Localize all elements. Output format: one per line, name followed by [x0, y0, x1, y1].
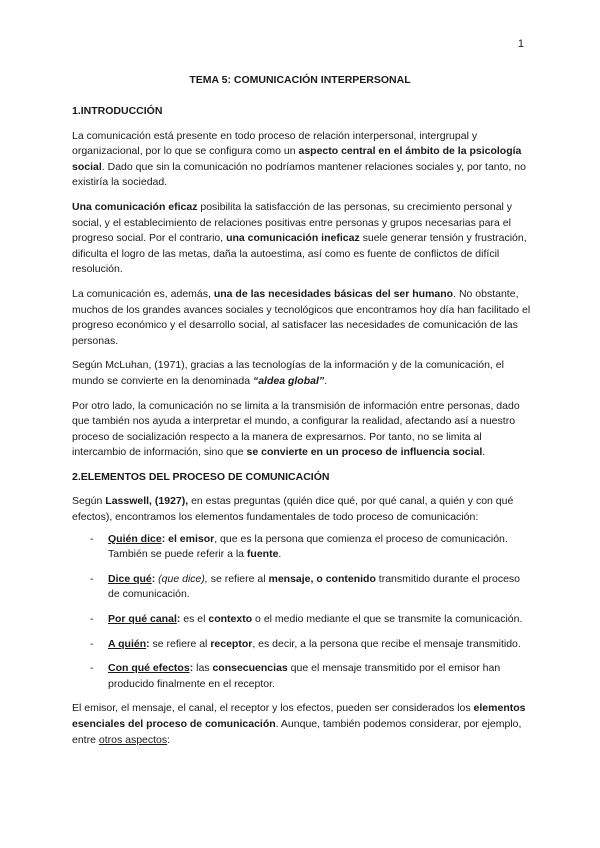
paragraph-3: La comunicación es, además, una de las necesidades básicas del ser humano. No obstante, muchos de los grandes avances sociales y tecnológicos que encontramos hoy día han facilitado el progreso económico y el desarrollo social, al satisfacer las necesidades de comunicación de las personas.	[72, 287, 531, 347]
list-item-quien-dice: - Quién dice: el emisor, que es la persona que comienza el proceso de comunicación. También se puede referir a la fuente.	[90, 532, 508, 561]
section-heading-elements: 2.ELEMENTOS DEL PROCESO DE COMUNICACIÓN	[72, 470, 330, 483]
elements-intro: Según Lasswell, (1927), en estas preguntas (quién dice qué, por qué canal, a quién y con qué efectos), encontramos los elementos fundamentales de todo proceso de comunicación:	[72, 495, 514, 524]
paragraph-2: Una comunicación eficaz posibilita la satisfacción de las personas, su crecimiento personal y social, y el establecimiento de relaciones positivas entre personas y grupos necesarias para el progreso social. Por el contrario, una comunicación ineficaz suele generar tensión y frustración, dificulta el logro de las metas, daña la autoestima, así como es fuente de conflictos de difícil resolución.	[72, 200, 527, 276]
list-item-con-que-efectos: - Con qué efectos: las consecuencias que el mensaje transmitido por el emisor han producido finalmente en el receptor.	[90, 662, 501, 690]
paragraph-1: La comunicación está presente en todo proceso de relación interpersonal, intergrupal y organizacional, por lo que se configura como un aspecto central en el ámbito de la psicología social. Dado que sin la comunicación no podríamos mantener relaciones sociales y, por tanto, no existiría la sociedad.	[72, 129, 526, 189]
closing-paragraph: El emisor, el mensaje, el canal, el receptor y los efectos, pueden ser considerados los elementos esenciales del proceso de comunicación. Aunque, también podemos considerar, por ejemplo, entre otros aspectos:	[72, 702, 526, 746]
elements-list	[72, 532, 532, 693]
list-item-a-quien: - A quién: se refiere al receptor, es decir, a la persona que recibe el mensaje transmitido.	[90, 637, 521, 650]
paragraph-4: Según McLuhan, (1971), gracias a las tecnologías de la información y de la comunicación, el mundo se convierte en la denominada “aldea global”.	[72, 359, 504, 387]
page-title: TEMA 5: COMUNICACIÓN INTERPERSONAL	[189, 74, 411, 86]
list-item-por-que-canal: - Por qué canal: es el contexto o el medio mediante el que se transmite la comunicación.	[90, 613, 523, 626]
page-number: 1	[517, 38, 524, 50]
list-item-dice-que: - Dice qué: (que dice), se refiere al mensaje, o contenido transmitido durante el proceso de comunicación.	[90, 572, 521, 601]
section-heading-introduction: 1.INTRODUCCIÓN	[72, 105, 163, 117]
document-body	[72, 104, 532, 757]
paragraph-5: Por otro lado, la comunicación no se limita a la transmisión de información entre personas, dado que también nos ayuda a interpretar el mundo, a configurar la realidad, afectando así a nuestro proceso de socialización respecto a la manera de expresarnos. Por tanto, no se limita al intercambio de información, sino que se convierte en un proceso de influencia social.	[72, 399, 520, 459]
